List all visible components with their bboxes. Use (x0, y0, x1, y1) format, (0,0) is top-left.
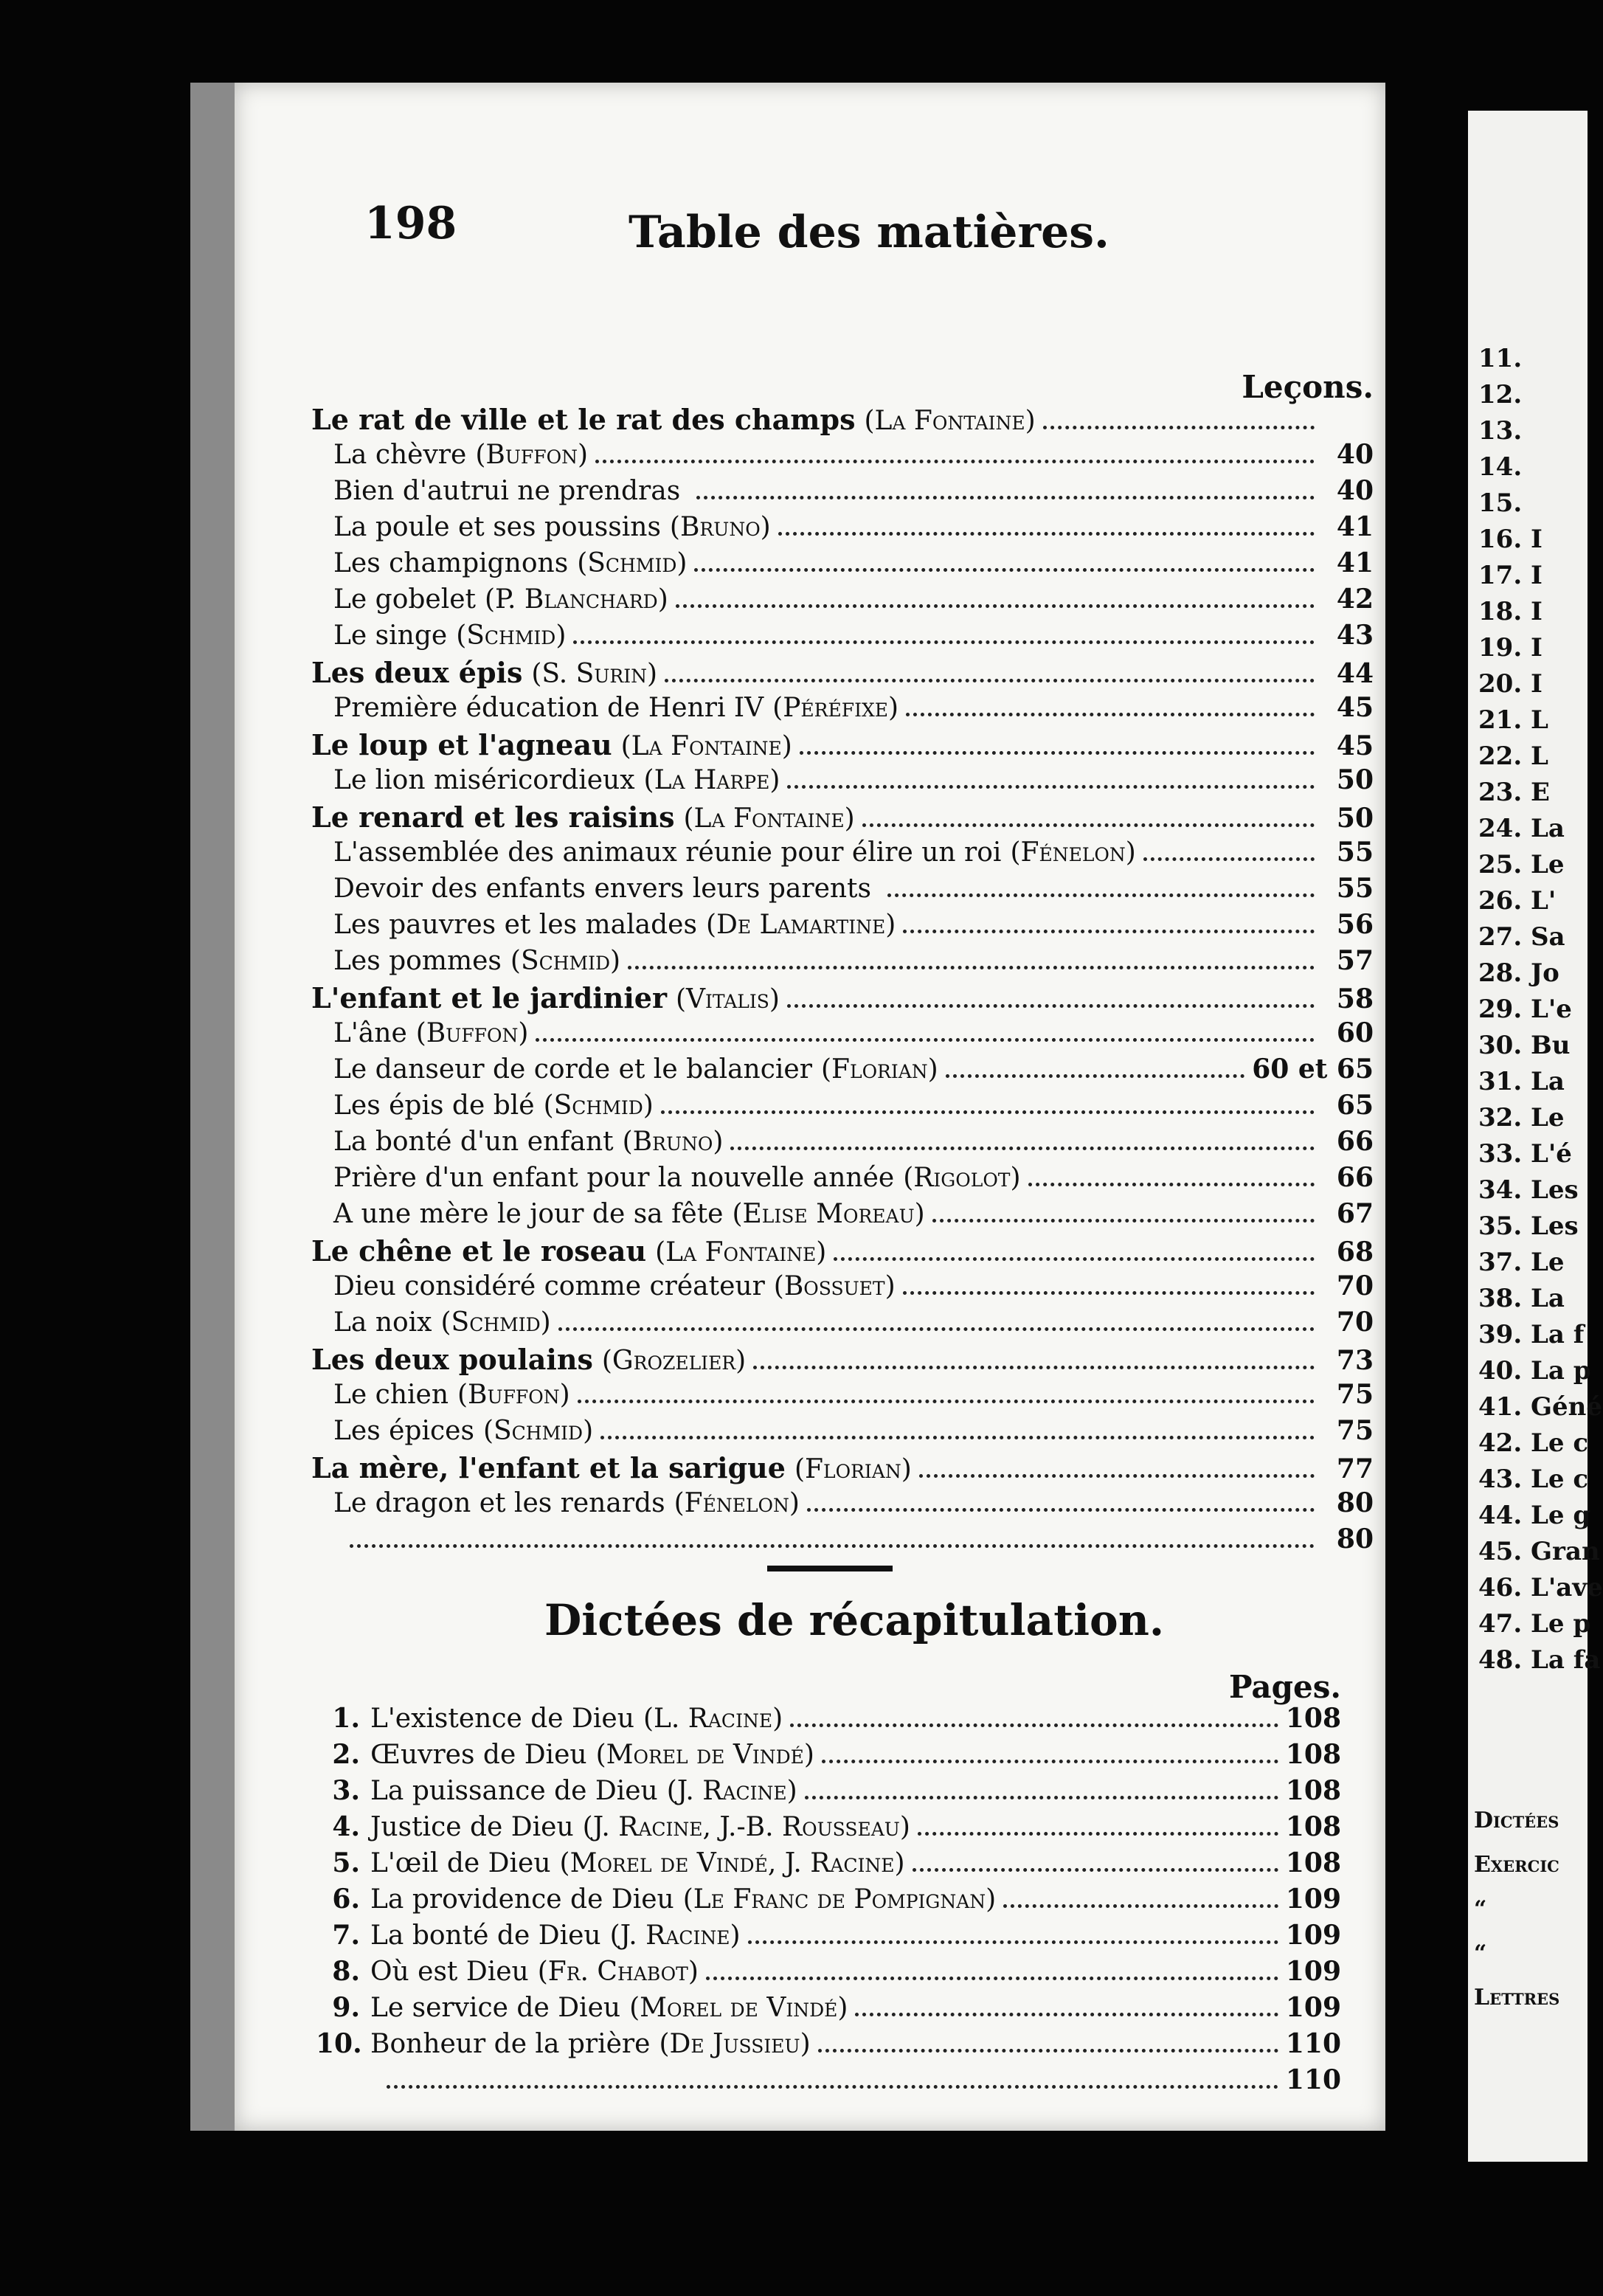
toc-entry (311, 909, 1374, 945)
entry-author: (Schmid) (440, 1307, 551, 1338)
dot-leader (665, 679, 1315, 682)
dot-leader (661, 1110, 1315, 1114)
entry-title: Devoir des enfants envers leurs parents (333, 874, 871, 904)
toc-entry (311, 475, 1374, 511)
dot-leader (350, 1544, 1315, 1548)
toc-entry (311, 1090, 1374, 1126)
dot-leader (818, 2049, 1278, 2053)
toc-entry (311, 1487, 1374, 1524)
dot-leader (906, 713, 1315, 716)
entry-title: Les deux poulains (311, 1343, 593, 1376)
toc-entry (294, 1811, 1341, 1847)
entry-author: (Rigolot) (903, 1163, 1021, 1193)
toc-entry (311, 837, 1374, 873)
right-page-line: 22. L (1478, 741, 1548, 771)
entry-page-ref: 56 (1336, 909, 1374, 940)
dot-leader (573, 640, 1315, 644)
dot-leader (1043, 426, 1315, 429)
right-page-line: 40. La p (1478, 1356, 1591, 1386)
right-page-extra-line: Dictées (1474, 1808, 1559, 1833)
right-page-line: 44. Le g (1478, 1501, 1591, 1530)
entry-title: Le dragon et les renards (333, 1488, 665, 1518)
dot-leader (536, 1038, 1315, 1042)
right-page-line: 33. L'é (1478, 1139, 1572, 1169)
page-title: Table des matières. (629, 207, 1109, 258)
dot-leader (694, 568, 1315, 572)
entry-page-ref: 66 (1336, 1126, 1374, 1157)
entry-page-ref: 109 (1285, 1956, 1341, 1987)
right-page-line: 41. Géné (1478, 1392, 1603, 1422)
entry-title: Première éducation de Henri IV (333, 693, 764, 723)
entry-page-ref: 41 (1336, 511, 1374, 542)
toc-entry (311, 1451, 1374, 1487)
right-page-line: 39. La f (1478, 1320, 1585, 1349)
right-page-line: 19. I (1478, 633, 1543, 663)
entry-title: Le rat de ville et le rat des champs (311, 403, 856, 436)
entry-title: Les épices (333, 1416, 474, 1446)
right-page-line: 14. (1478, 452, 1523, 482)
right-page-line: 20. I (1478, 669, 1543, 699)
entry-title: L'assemblée des animaux réunie pour élire un roi (333, 837, 1002, 868)
dot-leader (913, 1868, 1278, 1872)
entry-page-ref: 67 (1336, 1198, 1374, 1229)
entry-author: (La Fontaine) (620, 731, 792, 761)
left-page (235, 83, 1385, 2131)
entry-page-ref: 58 (1336, 983, 1374, 1014)
entry-author: (Morel de Vindé) (595, 1740, 814, 1770)
dot-leader (862, 823, 1315, 827)
entry-page-ref: 55 (1336, 837, 1374, 868)
entry-author: (Schmid) (510, 946, 621, 976)
toc-entry (294, 1775, 1341, 1811)
right-page-extra-line: Exercic (1474, 1852, 1559, 1878)
right-page-fragment (1468, 111, 1603, 2162)
entry-author: (Bossuet) (773, 1271, 896, 1301)
right-page-line: 42. Le c (1478, 1428, 1589, 1458)
entry-author: (Buffon) (475, 440, 589, 470)
entry-page-ref: 70 (1336, 1307, 1374, 1338)
toc-entry (311, 403, 1374, 439)
dot-leader (834, 1257, 1315, 1261)
right-page-line: 23. E (1478, 778, 1550, 807)
entry-author: (Florian) (794, 1454, 912, 1484)
dot-leader (800, 751, 1315, 755)
entry-page-ref: 57 (1336, 945, 1374, 976)
entry-page-ref: 42 (1336, 584, 1374, 615)
entry-title: Prière d'un enfant pour la nouvelle année (333, 1163, 895, 1193)
right-page-line: 16. I (1478, 525, 1543, 554)
toc-entry (311, 1162, 1374, 1198)
right-page-line: 30. Bu (1478, 1031, 1571, 1060)
entry-page-ref: 108 (1285, 1739, 1341, 1770)
entry-title: La chèvre (333, 440, 467, 470)
toc-entry (311, 692, 1374, 728)
toc-entry (294, 1703, 1341, 1739)
entry-author: (Elise Moreau) (732, 1199, 925, 1229)
entry-page-ref: 80 (1336, 1487, 1374, 1518)
entry-number: 3. (332, 1775, 360, 1806)
entry-title: Où est Dieu (370, 1957, 529, 1987)
lessons-table (311, 369, 1374, 1560)
right-page-line: 25. Le (1478, 850, 1565, 879)
entry-page-ref: 45 (1336, 730, 1374, 761)
right-page-line: 26. L' (1478, 886, 1557, 916)
dot-leader (753, 1366, 1315, 1369)
toc-entry (311, 1234, 1374, 1270)
entry-page-ref: 108 (1285, 1703, 1341, 1734)
entry-title: La mère, l'enfant et la sarigue (311, 1451, 786, 1484)
entry-number: 4. (332, 1811, 360, 1842)
dot-leader (790, 1723, 1278, 1727)
dot-leader (903, 1291, 1315, 1295)
entry-author: (Schmid) (543, 1090, 654, 1121)
right-page-line: 29. L'e (1478, 995, 1572, 1024)
entry-page-ref: 65 (1336, 1090, 1374, 1121)
toc-entry (311, 1379, 1374, 1415)
entry-author: (La Fontaine) (864, 406, 1036, 436)
entry-page-ref: 109 (1285, 1884, 1341, 1915)
entry-page-ref: 66 (1336, 1162, 1374, 1193)
entry-number: 6. (332, 1884, 360, 1915)
entry-page-ref: 60 et 65 (1252, 1054, 1374, 1085)
dot-leader (628, 966, 1315, 969)
toc-entry (294, 2028, 1341, 2064)
right-page-line: 28. Jo (1478, 958, 1559, 988)
section-divider (767, 1566, 893, 1571)
dot-leader (387, 2085, 1278, 2089)
toc-entry (294, 1956, 1341, 1992)
dot-leader (676, 604, 1315, 608)
entry-author: (De Jussieu) (659, 2029, 811, 2059)
entry-title: La puissance de Dieu (370, 1776, 658, 1806)
entry-author: (Bruno) (669, 512, 771, 542)
entry-title: Le gobelet (333, 584, 477, 615)
dot-leader (932, 1219, 1315, 1223)
right-page-line: 13. (1478, 416, 1523, 446)
entry-author: (De Lamartine) (705, 910, 896, 940)
toc-entry (311, 584, 1374, 620)
toc-entry (311, 656, 1374, 692)
right-page-line: 11. (1478, 344, 1523, 373)
entry-title: L'existence de Dieu (370, 1704, 634, 1734)
dot-leader (730, 1147, 1315, 1150)
toc-entry (311, 1017, 1374, 1054)
toc-entry (294, 1847, 1341, 1884)
right-page-line: 35. Les (1478, 1211, 1579, 1241)
toc-entry (311, 1524, 1374, 1560)
entry-author: (Le Franc de Pompignan) (682, 1884, 997, 1915)
entry-author: (P. Blanchard) (485, 584, 668, 615)
right-page-line: 18. I (1478, 597, 1543, 626)
entry-title: Bonheur de la prière (370, 2029, 651, 2059)
entry-title: Le chêne et le roseau (311, 1234, 647, 1268)
entry-author: (J. Racine) (609, 1920, 741, 1951)
entry-title: Les deux épis (311, 656, 523, 689)
entry-title: Le danseur de corde et le balancier (333, 1054, 812, 1085)
entry-title: Le loup et l'agneau (311, 728, 612, 761)
dot-leader (1028, 1183, 1315, 1186)
entry-title: Les pauvres et les malades (333, 910, 697, 940)
toc-entry (311, 764, 1374, 801)
entry-title: L'âne (333, 1018, 407, 1048)
toc-entry (311, 511, 1374, 547)
dot-leader (578, 1400, 1315, 1403)
right-page-line: 48. La fa (1478, 1645, 1601, 1675)
entry-title: Justice de Dieu (370, 1812, 574, 1842)
dot-leader (903, 930, 1315, 933)
book-gutter (190, 83, 235, 2131)
dot-leader (887, 893, 1315, 897)
right-page-extra-line: “ (1474, 1896, 1487, 1922)
entry-page-ref: 50 (1336, 803, 1374, 834)
right-page-line: 21. L (1478, 705, 1548, 735)
entry-author: (La Fontaine) (655, 1237, 827, 1268)
entry-page-ref: 44 (1336, 658, 1374, 689)
toc-entry (311, 1054, 1374, 1090)
right-page-line: 15. (1478, 488, 1523, 518)
toc-entry (311, 801, 1374, 837)
entry-number: 5. (332, 1847, 360, 1878)
entry-number: 10. (316, 2028, 362, 2059)
entry-page-ref: 68 (1336, 1237, 1374, 1268)
entry-page-ref: 40 (1336, 439, 1374, 470)
entry-page-ref: 110 (1285, 2064, 1341, 2095)
entry-page-ref: 55 (1336, 873, 1374, 904)
entry-page-ref: 108 (1285, 1775, 1341, 1806)
toc-entry (311, 1415, 1374, 1451)
right-page-extra-line: “ (1474, 1940, 1487, 1966)
entry-page-ref: 110 (1285, 2028, 1341, 2059)
entry-author: (Morel de Vindé, J. Racine) (559, 1848, 905, 1878)
pages-column-header: Pages. (1228, 1669, 1341, 1705)
toc-entry (311, 728, 1374, 764)
dot-leader (558, 1327, 1315, 1331)
dot-leader (778, 532, 1315, 536)
entry-page-ref: 108 (1285, 1811, 1341, 1842)
entry-author: (Grozelier) (601, 1346, 747, 1376)
dot-leader (696, 496, 1315, 499)
entry-title: Le renard et les raisins (311, 801, 675, 834)
entry-author: (Fénelon) (674, 1488, 800, 1518)
entry-author: (Fénelon) (1010, 837, 1136, 868)
entry-title: Le service de Dieu (370, 1993, 621, 2023)
lessons-column-header: Leçons. (1242, 369, 1374, 405)
entry-title: Les pommes (333, 946, 502, 976)
entry-author: (Vitalis) (676, 984, 780, 1014)
dot-leader (748, 1940, 1278, 1944)
entry-title: A une mère le jour de sa fête (333, 1199, 724, 1229)
right-page-line: 46. L'ave (1478, 1573, 1603, 1602)
entry-author: (L. Racine) (643, 1704, 783, 1734)
toc-entry (311, 1198, 1374, 1234)
entry-page-ref: 73 (1336, 1345, 1374, 1376)
right-page-line: 47. Le p (1478, 1609, 1591, 1639)
entry-author: (Fr. Chabot) (537, 1957, 699, 1987)
entry-page-ref: 70 (1336, 1270, 1374, 1301)
dot-leader (600, 1436, 1315, 1439)
entry-author: (J. Racine, J.-B. Rousseau) (582, 1812, 910, 1842)
entry-page-ref: 109 (1285, 1992, 1341, 2023)
entry-title: L'œil de Dieu (370, 1848, 551, 1878)
entry-author: (Schmid) (456, 620, 567, 651)
toc-entry (294, 1920, 1341, 1956)
entry-number: 1. (332, 1703, 360, 1734)
entry-author: (Bruno) (622, 1127, 724, 1157)
entry-author: (Buffon) (457, 1380, 570, 1410)
toc-entry (294, 1992, 1341, 2028)
entry-number: 7. (332, 1920, 360, 1951)
entry-page-ref: 45 (1336, 692, 1374, 723)
right-page-line: 45. Gran (1478, 1537, 1600, 1566)
right-page-extra (1474, 1808, 1585, 2029)
toc-entry (311, 1343, 1374, 1379)
right-page-extra-line: Lettres (1474, 1985, 1560, 2010)
entry-page-ref: 75 (1336, 1415, 1374, 1446)
right-page-line: 24. La (1478, 814, 1565, 843)
entry-author: (La Harpe) (643, 765, 780, 795)
entry-title: Les épis de blé (333, 1090, 535, 1121)
toc-entry (311, 1270, 1374, 1307)
dot-leader (822, 1760, 1278, 1763)
entry-page-ref: 108 (1285, 1847, 1341, 1878)
entry-page-ref: 40 (1336, 475, 1374, 506)
toc-entry (311, 1307, 1374, 1343)
toc-entry (311, 981, 1374, 1017)
entry-title: La bonté de Dieu (370, 1920, 601, 1951)
entry-title: L'enfant et le jardinier (311, 981, 667, 1014)
entry-author: (Morel de Vindé) (629, 1993, 848, 2023)
entry-title: La bonté d'un enfant (333, 1127, 614, 1157)
entry-title: La providence de Dieu (370, 1884, 674, 1915)
entry-author: (Schmid) (577, 548, 688, 578)
entry-author: (Péréfixe) (772, 693, 899, 723)
toc-entry (294, 1884, 1341, 1920)
dot-leader (946, 1074, 1244, 1078)
right-page-list (1478, 344, 1603, 1681)
right-page-line: 38. La (1478, 1284, 1565, 1313)
right-page-line: 27. Sa (1478, 922, 1565, 952)
dot-leader (1143, 857, 1315, 861)
entry-author: (Schmid) (482, 1416, 594, 1446)
toc-entry (294, 1739, 1341, 1775)
entry-title: Dieu considéré comme créateur (333, 1271, 765, 1301)
entry-page-ref: 80 (1336, 1524, 1374, 1555)
dot-leader (787, 785, 1315, 789)
dictees-table (294, 1669, 1341, 2100)
entry-author: (La Fontaine) (683, 803, 855, 834)
dot-leader (918, 1832, 1278, 1836)
dot-leader (807, 1508, 1315, 1512)
dot-leader (805, 1796, 1278, 1799)
entry-number: 2. (332, 1739, 360, 1770)
dot-leader (787, 1004, 1315, 1008)
dot-leader (855, 2013, 1278, 2016)
entry-title: Les champignons (333, 548, 569, 578)
entry-page-ref: 75 (1336, 1379, 1374, 1410)
entry-page-ref: 50 (1336, 764, 1374, 795)
right-page-line: 31. La (1478, 1067, 1565, 1096)
dot-leader (1003, 1904, 1278, 1908)
entry-page-ref: 43 (1336, 620, 1374, 651)
dictees-section-title: Dictées de récapitulation. (544, 1595, 1165, 1645)
entry-page-ref: 77 (1336, 1453, 1374, 1484)
entry-title: Le lion miséricordieux (333, 765, 635, 795)
right-page-line: 37. Le (1478, 1248, 1565, 1277)
entry-title: La noix (333, 1307, 432, 1338)
entry-number: 8. (332, 1956, 360, 1987)
right-page-line: 34. Les (1478, 1175, 1579, 1205)
toc-entry (294, 2064, 1341, 2100)
entry-page-ref: 109 (1285, 1920, 1341, 1951)
dot-leader (706, 1977, 1278, 1980)
entry-author: (Buffon) (415, 1018, 529, 1048)
page-number: 198 (364, 198, 457, 249)
right-page-line: 43. Le c (1478, 1465, 1589, 1494)
dot-leader (595, 460, 1315, 463)
right-page-line: 17. I (1478, 561, 1543, 590)
entry-number: 9. (332, 1992, 360, 2023)
entry-title: Le singe (333, 620, 448, 651)
entry-title: La poule et ses poussins (333, 512, 661, 542)
toc-entry (311, 439, 1374, 475)
entry-author: (J. Racine) (666, 1776, 797, 1806)
entry-title: Bien d'autrui ne prendras (333, 476, 681, 506)
entry-title: Le chien (333, 1380, 449, 1410)
entry-title: Œuvres de Dieu (370, 1740, 587, 1770)
right-page-line: 12. (1478, 380, 1523, 409)
toc-entry (311, 873, 1374, 909)
entry-page-ref: 60 (1336, 1017, 1374, 1048)
toc-entry (311, 547, 1374, 584)
right-page-line: 32. Le (1478, 1103, 1565, 1133)
toc-entry (311, 620, 1374, 656)
entry-page-ref: 41 (1336, 547, 1374, 578)
toc-entry (311, 945, 1374, 981)
entry-author: (Florian) (820, 1054, 938, 1085)
entry-author: (S. Surin) (531, 659, 658, 689)
toc-entry (311, 1126, 1374, 1162)
dot-leader (919, 1474, 1315, 1478)
